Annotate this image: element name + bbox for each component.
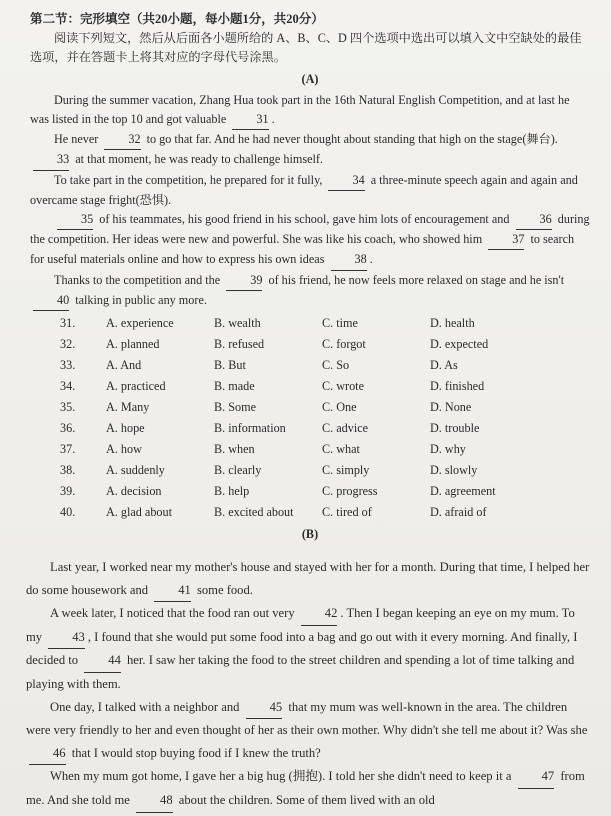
passage-a-region bbox=[30, 10, 590, 546]
question-number: 39. bbox=[60, 484, 76, 499]
passage-a-text-segment: During the summer vacation, Zhang Hua took part in the 16th Natural English Competition, and at last he was listed in the top 10 and got valuable bbox=[30, 92, 570, 127]
passage-a-paragraph bbox=[30, 91, 590, 130]
option-choice: B. Some bbox=[214, 400, 256, 415]
passage-b-paragraph bbox=[26, 602, 592, 695]
passage-b-text-segment: One day, I talked with a neighbor and bbox=[50, 699, 243, 714]
passage-b-text-segment: some food. bbox=[193, 582, 253, 597]
passage-a-text-segment: of his friend, he now feels more relaxed on stage and he isn't bbox=[265, 272, 565, 287]
option-choice: C. wrote bbox=[322, 379, 364, 394]
option-choice: B. made bbox=[214, 379, 255, 394]
option-row bbox=[60, 334, 590, 355]
option-choice: A. decision bbox=[106, 484, 162, 499]
blank-42: 42 bbox=[301, 602, 338, 626]
option-choice: C. One bbox=[322, 400, 357, 415]
blank-48: 48 bbox=[136, 789, 173, 813]
passage-b-paragraph bbox=[26, 556, 592, 602]
passage-b-text-segment: that I would stop buying food if I knew the truth? bbox=[68, 745, 321, 760]
blank-36: 36 bbox=[516, 210, 552, 230]
option-row bbox=[60, 502, 590, 523]
passage-a-label: (A) bbox=[301, 71, 319, 86]
passage-b-text-segment: When my mum got home, I gave her a big hug (拥抱). I told her she didn't need to keep it a bbox=[50, 769, 515, 784]
passage-a-text-segment: . bbox=[271, 112, 275, 127]
blank-40: 40 bbox=[33, 291, 69, 311]
passage-a-text bbox=[30, 91, 590, 311]
passage-b-text-segment: from me. And she told me bbox=[26, 769, 585, 807]
passage-b-label: (B) bbox=[301, 527, 319, 542]
option-choice: B. But bbox=[214, 358, 246, 373]
option-choice: B. refused bbox=[214, 337, 265, 352]
passage-b-text-segment: , I found that she would put some food into a bag and go out with it every morning. And finally, I decided to bbox=[26, 629, 578, 668]
option-choice: B. excited about bbox=[214, 505, 294, 520]
passage-a-paragraph bbox=[30, 271, 590, 311]
passage-a-text-segment: during the competition. Her ideas were new and powerful. She was like his coach, who showed him bbox=[30, 212, 590, 247]
option-row bbox=[60, 376, 590, 397]
question-number: 40. bbox=[60, 505, 76, 520]
passage-a-text-segment: to search for useful materials online and how to express his own ideas bbox=[30, 232, 575, 267]
passage-a-text-segment: To take part in the competition, he prepared for it fully, bbox=[54, 172, 326, 187]
option-choice: C. progress bbox=[322, 484, 378, 499]
option-row bbox=[60, 418, 590, 439]
passage-a-paragraph bbox=[30, 130, 590, 170]
blank-31: 31 bbox=[232, 110, 268, 130]
passage-b-text-segment: her. I saw her taking the food to the street children and spending a lot of time talking and playing with them. bbox=[26, 653, 575, 691]
blank-38: 38 bbox=[331, 250, 367, 270]
option-choice: B. when bbox=[214, 442, 255, 457]
option-row bbox=[60, 481, 590, 502]
option-choice: A. Many bbox=[106, 400, 150, 415]
option-row bbox=[60, 439, 590, 460]
option-choice: D. slowly bbox=[430, 463, 478, 478]
option-choice: B. clearly bbox=[214, 463, 262, 478]
question-number: 35. bbox=[60, 400, 76, 415]
option-choice: A. suddenly bbox=[106, 463, 165, 478]
option-row bbox=[60, 355, 590, 376]
blank-35: 35 bbox=[57, 210, 93, 230]
option-choice: A. practiced bbox=[106, 379, 166, 394]
option-choice: C. forgot bbox=[322, 337, 366, 352]
question-number: 36. bbox=[60, 421, 76, 436]
passage-a-text-segment: of his teammates, his good friend in his school, gave him lots of encouragement and bbox=[96, 212, 513, 227]
question-number: 37. bbox=[60, 442, 76, 457]
passage-b-text-segment: Last year, I worked near my mother's house and stayed with her for a month. During that time, I helped her do some housework and bbox=[26, 560, 590, 597]
blank-33: 33 bbox=[33, 150, 69, 170]
blank-37: 37 bbox=[488, 230, 524, 250]
blank-39: 39 bbox=[226, 271, 262, 291]
passage-a-text-segment: at that moment, he was ready to challenge himself. bbox=[72, 152, 323, 167]
question-number: 32. bbox=[60, 337, 76, 352]
option-choice: C. tired of bbox=[322, 505, 372, 520]
option-choice: A. glad about bbox=[106, 505, 173, 520]
passage-a-text-segment: He never bbox=[54, 132, 102, 147]
blank-43: 43 bbox=[48, 626, 85, 650]
blank-45: 45 bbox=[246, 696, 283, 720]
blank-34: 34 bbox=[328, 171, 364, 191]
option-choice: C. So bbox=[322, 358, 350, 373]
option-choice: C. what bbox=[322, 442, 360, 457]
passage-b-text-segment: A week later, I noticed that the food ran out very bbox=[50, 606, 298, 621]
option-choice: C. simply bbox=[322, 463, 370, 478]
question-number: 31. bbox=[60, 316, 76, 331]
option-choice: B. help bbox=[214, 484, 250, 499]
option-choice: D. None bbox=[430, 400, 472, 415]
passage-b-text-segment: that my mum was well-known in the area. The children were very friendly to her and even thought of her as their own mother. Why didn't she tell me about it? Was she bbox=[26, 699, 588, 738]
question-number: 34. bbox=[60, 379, 76, 394]
option-row bbox=[60, 460, 590, 481]
blank-41: 41 bbox=[154, 579, 191, 603]
option-choice: D. trouble bbox=[430, 421, 480, 436]
option-choice: D. why bbox=[430, 442, 466, 457]
section-title: 第二节：完形填空（共20小题，每小题1分，共20分） bbox=[30, 12, 324, 26]
blank-44: 44 bbox=[84, 649, 121, 673]
option-choice: D. expected bbox=[430, 337, 489, 352]
blank-32: 32 bbox=[104, 130, 140, 150]
option-choice: A. how bbox=[106, 442, 142, 457]
blank-47: 47 bbox=[518, 765, 555, 789]
passage-a-text-segment: . bbox=[369, 252, 373, 267]
option-choice: D. afraid of bbox=[430, 505, 487, 520]
question-number: 33. bbox=[60, 358, 76, 373]
passage-b-paragraph bbox=[26, 765, 592, 812]
options-list bbox=[60, 313, 590, 523]
option-choice: A. planned bbox=[106, 337, 160, 352]
option-choice: C. advice bbox=[322, 421, 369, 436]
section-instruction: 阅读下列短文，然后从后面各小题所给的 A、B、C、D 四个选项中选出可以填入文中空缺处的最佳选项，并在答题卡上将其对应的字母代号涂黑。 bbox=[30, 31, 582, 65]
passage-a-text-segment: a three-minute speech again and again and overcame stage fright(恐惧). bbox=[30, 172, 578, 207]
option-choice: A. experience bbox=[106, 316, 174, 331]
passage-a-text-segment: to go that far. And he had never thought about standing that high on the stage(舞台). bbox=[143, 132, 558, 147]
option-choice: D. As bbox=[430, 358, 458, 373]
passage-a-text-segment: Thanks to the competition and the bbox=[54, 272, 224, 287]
blank-46: 46 bbox=[29, 742, 66, 766]
option-choice: B. information bbox=[214, 421, 286, 436]
passage-b-text bbox=[26, 556, 592, 813]
option-choice: A. And bbox=[106, 358, 142, 373]
option-choice: B. wealth bbox=[214, 316, 261, 331]
option-choice: D. finished bbox=[430, 379, 485, 394]
question-number: 38. bbox=[60, 463, 76, 478]
option-choice: A. hope bbox=[106, 421, 145, 436]
option-choice: D. agreement bbox=[430, 484, 496, 499]
passage-a-paragraph bbox=[30, 210, 590, 271]
option-row bbox=[60, 313, 590, 334]
passage-b-text-segment: . Then I began keeping an eye on my mum. To my bbox=[26, 606, 575, 644]
option-row bbox=[60, 397, 590, 418]
passage-a-text-segment: talking in public any more. bbox=[72, 292, 207, 307]
option-choice: C. time bbox=[322, 316, 358, 331]
option-choice: D. health bbox=[430, 316, 475, 331]
passage-a-paragraph bbox=[30, 171, 590, 210]
passage-b-text-segment: about the children. Some of them lived with an old bbox=[175, 792, 435, 807]
passage-b-paragraph bbox=[26, 696, 592, 766]
